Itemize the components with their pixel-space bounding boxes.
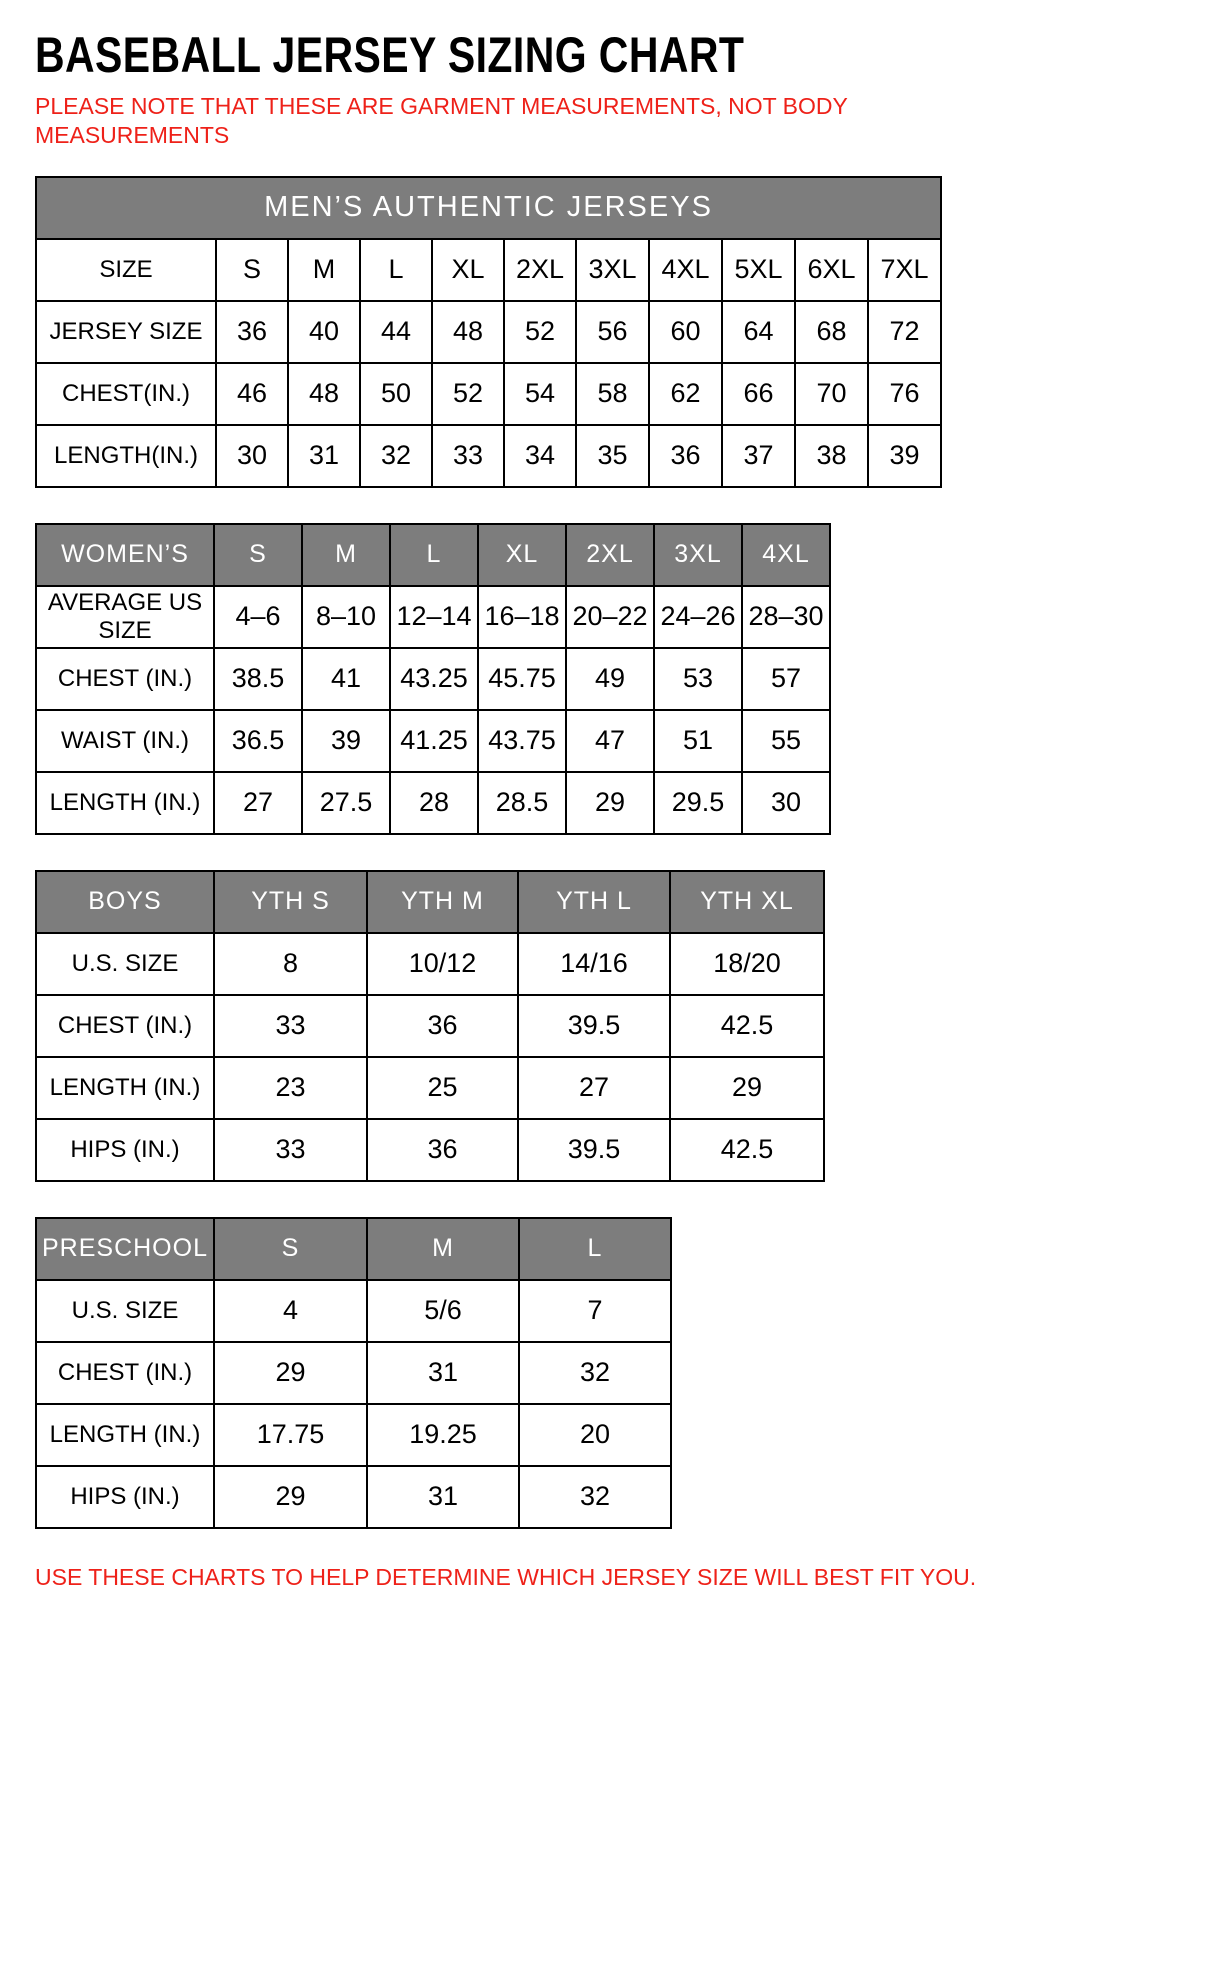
cell-value: 7XL xyxy=(868,239,941,301)
table-row xyxy=(36,363,941,425)
cell-value: 12–14 xyxy=(390,586,478,648)
cell-value: 34 xyxy=(504,425,576,487)
cell-value: 45.75 xyxy=(478,648,566,710)
cell-value: 36 xyxy=(367,1119,518,1181)
cell-value: 55 xyxy=(742,710,830,772)
womens-table-section xyxy=(35,523,1185,835)
table-row xyxy=(36,425,941,487)
cell-value: 6XL xyxy=(795,239,868,301)
boys-table-section xyxy=(35,870,1185,1182)
table-row xyxy=(36,301,941,363)
table-row xyxy=(36,1280,671,1342)
cell-value: 60 xyxy=(649,301,722,363)
cell-value: 25 xyxy=(367,1057,518,1119)
cell-value: 52 xyxy=(432,363,504,425)
cell-value: 41.25 xyxy=(390,710,478,772)
cell-value: 33 xyxy=(432,425,504,487)
boys-header-label: BOYS xyxy=(36,871,214,933)
womens-table xyxy=(35,523,831,835)
cell-value: 36 xyxy=(367,995,518,1057)
cell-value: 44 xyxy=(360,301,432,363)
preschool-column-header: S xyxy=(214,1218,367,1280)
cell-value: 36 xyxy=(649,425,722,487)
preschool-header-label: PRESCHOOL xyxy=(36,1218,214,1280)
cell-value: 16–18 xyxy=(478,586,566,648)
cell-value: 31 xyxy=(367,1342,519,1404)
row-label: CHEST (IN.) xyxy=(36,1342,214,1404)
cell-value: 18/20 xyxy=(670,933,824,995)
row-label: WAIST (IN.) xyxy=(36,710,214,772)
cell-value: 5/6 xyxy=(367,1280,519,1342)
row-label: U.S. SIZE xyxy=(36,1280,214,1342)
cell-value: 37 xyxy=(722,425,795,487)
table-row xyxy=(36,586,830,648)
cell-value: 42.5 xyxy=(670,995,824,1057)
row-label: U.S. SIZE xyxy=(36,933,214,995)
boys-column-header: YTH M xyxy=(367,871,518,933)
cell-value: 29 xyxy=(566,772,654,834)
row-label: JERSEY SIZE xyxy=(36,301,216,363)
cell-value: 20 xyxy=(519,1404,671,1466)
cell-value: 38 xyxy=(795,425,868,487)
cell-value: 64 xyxy=(722,301,795,363)
garment-measurements-note: PLEASE NOTE THAT THESE ARE GARMENT MEASUREMENTS, NOT BODY MEASUREMENTS xyxy=(35,93,848,148)
cell-value: 31 xyxy=(367,1466,519,1528)
cell-value: XL xyxy=(432,239,504,301)
row-label: LENGTH(IN.) xyxy=(36,425,216,487)
womens-column-header: 4XL xyxy=(742,524,830,586)
boys-column-header: YTH S xyxy=(214,871,367,933)
cell-value: 62 xyxy=(649,363,722,425)
row-label: HIPS (IN.) xyxy=(36,1119,214,1181)
cell-value: 39.5 xyxy=(518,995,670,1057)
table-row xyxy=(36,772,830,834)
table-row xyxy=(36,1057,824,1119)
cell-value: 5XL xyxy=(722,239,795,301)
womens-column-header: XL xyxy=(478,524,566,586)
mens-authentic-jerseys-banner: MEN’S AUTHENTIC JERSEYS xyxy=(36,177,941,239)
cell-value: 20–22 xyxy=(566,586,654,648)
cell-value: 29 xyxy=(214,1342,367,1404)
cell-value: 10/12 xyxy=(367,933,518,995)
cell-value: 43.75 xyxy=(478,710,566,772)
row-label: LENGTH (IN.) xyxy=(36,1404,214,1466)
preschool-column-header: M xyxy=(367,1218,519,1280)
row-label: AVERAGE US SIZE xyxy=(36,586,214,648)
table-row xyxy=(36,1119,824,1181)
cell-value: 27 xyxy=(518,1057,670,1119)
cell-value: 30 xyxy=(216,425,288,487)
cell-value: 72 xyxy=(868,301,941,363)
cell-value: 39.5 xyxy=(518,1119,670,1181)
cell-value: 17.75 xyxy=(214,1404,367,1466)
cell-value: 3XL xyxy=(576,239,649,301)
cell-value: 2XL xyxy=(504,239,576,301)
row-label: HIPS (IN.) xyxy=(36,1466,214,1528)
cell-value: 57 xyxy=(742,648,830,710)
cell-value: 38.5 xyxy=(214,648,302,710)
cell-value: 32 xyxy=(519,1342,671,1404)
table-row xyxy=(36,1342,671,1404)
cell-value: 27.5 xyxy=(302,772,390,834)
cell-value: 39 xyxy=(302,710,390,772)
womens-column-header: S xyxy=(214,524,302,586)
cell-value: 32 xyxy=(519,1466,671,1528)
table-row xyxy=(36,648,830,710)
cell-value: 4–6 xyxy=(214,586,302,648)
table-row xyxy=(36,1404,671,1466)
cell-value: 4XL xyxy=(649,239,722,301)
cell-value: 31 xyxy=(288,425,360,487)
footer-note: USE THESE CHARTS TO HELP DETERMINE WHICH JERSEY SIZE WILL BEST FIT YOU. xyxy=(35,1563,977,1590)
cell-value: 32 xyxy=(360,425,432,487)
preschool-table-section xyxy=(35,1217,1185,1529)
cell-value: 58 xyxy=(576,363,649,425)
cell-value: 66 xyxy=(722,363,795,425)
cell-value: 29.5 xyxy=(654,772,742,834)
cell-value: 36.5 xyxy=(214,710,302,772)
cell-value: 4 xyxy=(214,1280,367,1342)
cell-value: 7 xyxy=(519,1280,671,1342)
cell-value: 56 xyxy=(576,301,649,363)
row-label: LENGTH (IN.) xyxy=(36,1057,214,1119)
cell-value: 8–10 xyxy=(302,586,390,648)
cell-value: 51 xyxy=(654,710,742,772)
mens-table-section xyxy=(35,176,1185,488)
row-label: CHEST (IN.) xyxy=(36,995,214,1057)
cell-value: 48 xyxy=(288,363,360,425)
cell-value: 33 xyxy=(214,995,367,1057)
womens-column-header: L xyxy=(390,524,478,586)
cell-value: 29 xyxy=(670,1057,824,1119)
table-row xyxy=(36,1466,671,1528)
cell-value: 43.25 xyxy=(390,648,478,710)
cell-value: 68 xyxy=(795,301,868,363)
cell-value: 42.5 xyxy=(670,1119,824,1181)
mens-authentic-jerseys-table xyxy=(35,176,942,488)
cell-value: M xyxy=(288,239,360,301)
cell-value: 49 xyxy=(566,648,654,710)
cell-value: 24–26 xyxy=(654,586,742,648)
table-row xyxy=(36,933,824,995)
cell-value: 8 xyxy=(214,933,367,995)
cell-value: 54 xyxy=(504,363,576,425)
row-label: SIZE xyxy=(36,239,216,301)
page-title: BASEBALL JERSEY SIZING CHART xyxy=(35,27,745,83)
row-label: CHEST(IN.) xyxy=(36,363,216,425)
cell-value: 36 xyxy=(216,301,288,363)
table-row xyxy=(36,995,824,1057)
cell-value: 48 xyxy=(432,301,504,363)
cell-value: 70 xyxy=(795,363,868,425)
cell-value: S xyxy=(216,239,288,301)
cell-value: 41 xyxy=(302,648,390,710)
preschool-column-header: L xyxy=(519,1218,671,1280)
cell-value: 23 xyxy=(214,1057,367,1119)
cell-value: 46 xyxy=(216,363,288,425)
preschool-table xyxy=(35,1217,672,1529)
boys-column-header: YTH XL xyxy=(670,871,824,933)
table-row xyxy=(36,239,941,301)
cell-value: 53 xyxy=(654,648,742,710)
table-row xyxy=(36,710,830,772)
cell-value: 14/16 xyxy=(518,933,670,995)
cell-value: 28 xyxy=(390,772,478,834)
cell-value: L xyxy=(360,239,432,301)
boys-column-header: YTH L xyxy=(518,871,670,933)
cell-value: 30 xyxy=(742,772,830,834)
cell-value: 27 xyxy=(214,772,302,834)
womens-column-header: 2XL xyxy=(566,524,654,586)
cell-value: 29 xyxy=(214,1466,367,1528)
cell-value: 28–30 xyxy=(742,586,830,648)
cell-value: 52 xyxy=(504,301,576,363)
cell-value: 19.25 xyxy=(367,1404,519,1466)
cell-value: 50 xyxy=(360,363,432,425)
boys-table xyxy=(35,870,825,1182)
cell-value: 76 xyxy=(868,363,941,425)
womens-column-header: 3XL xyxy=(654,524,742,586)
row-label: CHEST (IN.) xyxy=(36,648,214,710)
cell-value: 40 xyxy=(288,301,360,363)
cell-value: 33 xyxy=(214,1119,367,1181)
row-label: LENGTH (IN.) xyxy=(36,772,214,834)
womens-header-label: WOMEN’S xyxy=(36,524,214,586)
cell-value: 35 xyxy=(576,425,649,487)
cell-value: 47 xyxy=(566,710,654,772)
womens-column-header: M xyxy=(302,524,390,586)
cell-value: 28.5 xyxy=(478,772,566,834)
cell-value: 39 xyxy=(868,425,941,487)
